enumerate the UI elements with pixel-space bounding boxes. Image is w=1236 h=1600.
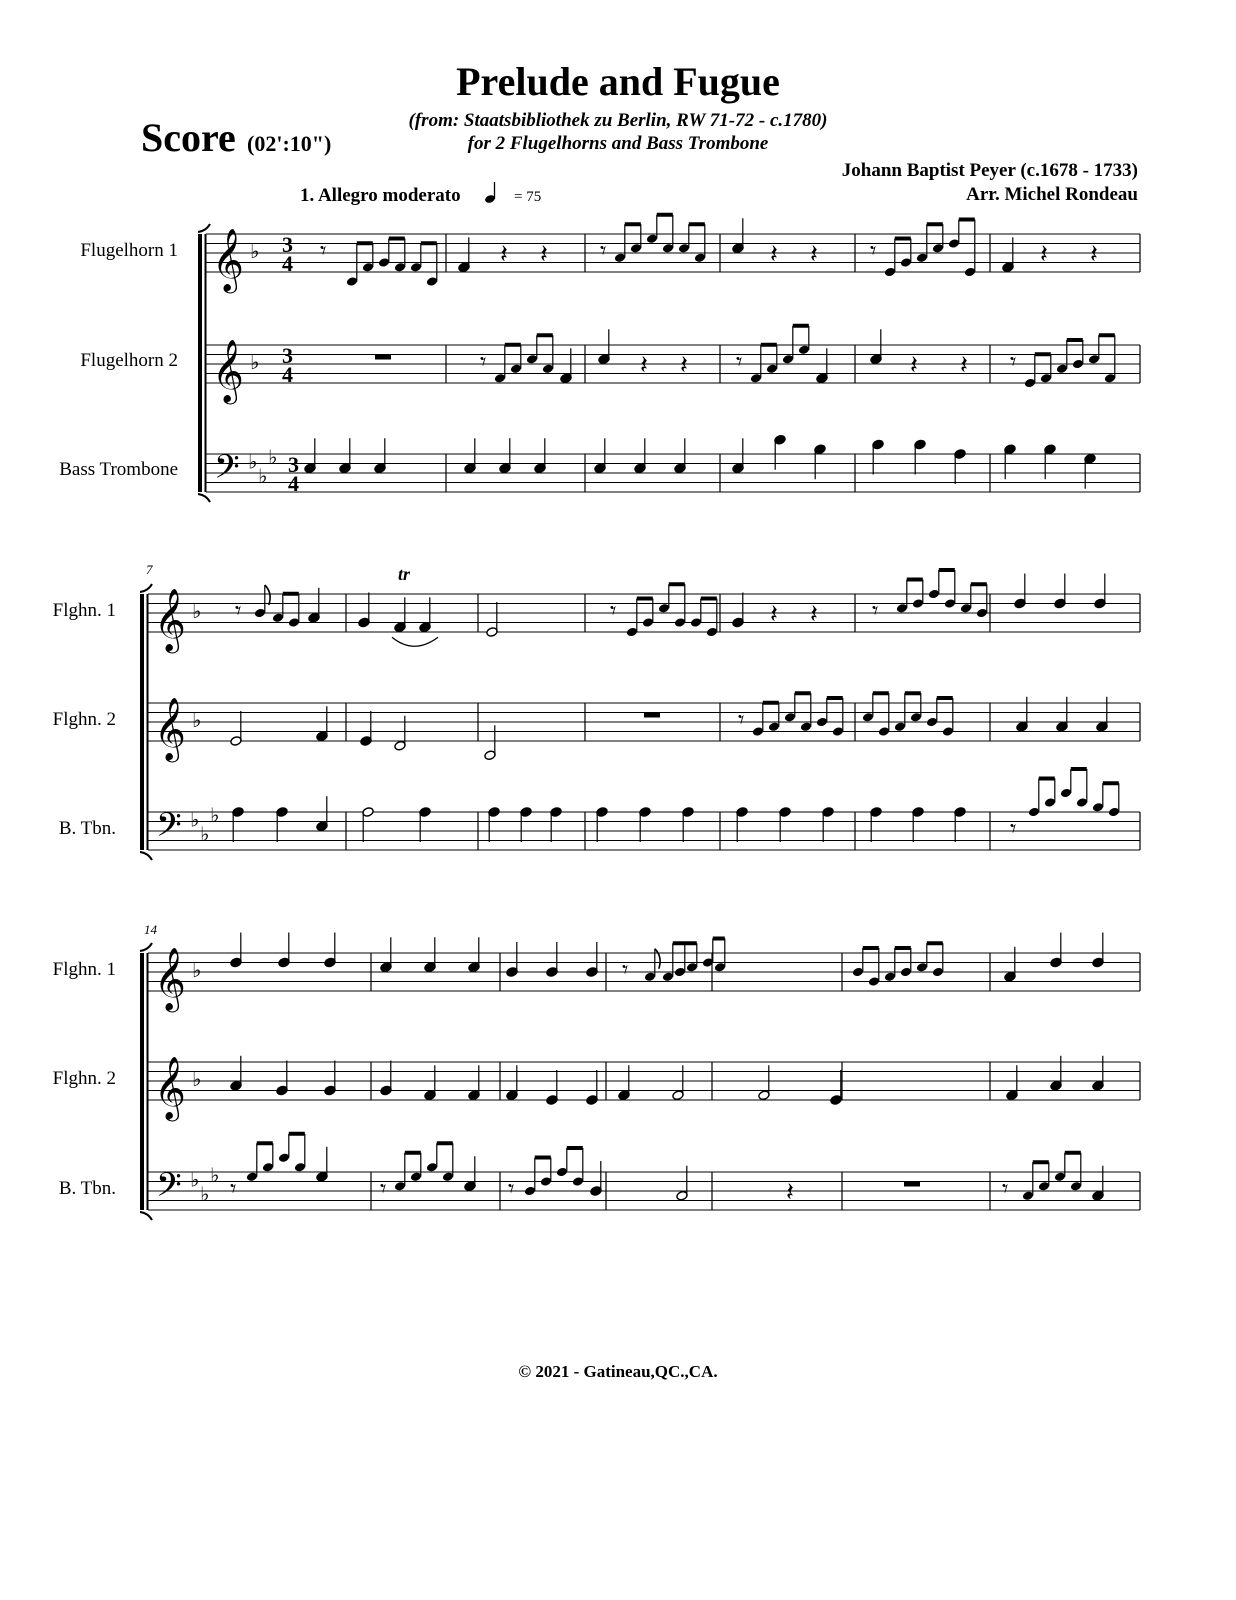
eighth-rest-icon: 𝄾 (870, 236, 877, 265)
part-label-flghn-2: Flghn. 2 (52, 1068, 116, 1089)
quarter-rest-icon: 𝄽 (540, 239, 548, 270)
treble-clef-icon: 𝄞 (212, 339, 244, 402)
flat-icon: ♭ (192, 958, 202, 982)
quarter-rest-icon: 𝄽 (910, 350, 918, 381)
flat-icon: ♭ (210, 1162, 220, 1187)
eighth-rest-icon: 𝄾 (508, 1174, 515, 1203)
time-signature-bottom: 4 (288, 471, 299, 496)
slur (392, 637, 438, 646)
note-layer (230, 182, 1120, 1208)
flat-icon: ♭ (200, 821, 210, 846)
eighth-rest-icon: 𝄾 (600, 236, 607, 265)
copyright-notice: © 2021 - Gatineau,QC.,CA. (518, 1362, 718, 1381)
eighth-rest-icon: 𝄾 (380, 1174, 387, 1203)
flat-icon: ♭ (192, 1067, 202, 1091)
duration-label: (02':10") (247, 131, 332, 156)
bass-clef-icon: 𝄢 (156, 1166, 182, 1213)
subtitle-source: (from: Staatsbibliothek zu Berlin, RW 71-72 - c.1780) (408, 110, 828, 131)
eighth-rest-icon: 𝄾 (1010, 347, 1017, 376)
treble-clef-icon: 𝄞 (154, 697, 186, 760)
time-signature-top: 3 (282, 232, 293, 257)
subtitle-instrumentation: for 2 Flugelhorns and Bass Trombone (467, 133, 769, 154)
bracket-hook (140, 584, 152, 592)
quarter-rest-icon: 𝄽 (680, 350, 688, 381)
treble-clef-icon: 𝄞 (154, 588, 186, 651)
eighth-rest-icon: 𝄾 (320, 236, 327, 265)
eighth-rest-icon: 𝄾 (480, 347, 487, 376)
quarter-rest-icon: 𝄽 (770, 599, 778, 630)
time-signature-bottom: 4 (282, 362, 293, 387)
quarter-rest-icon: 𝄽 (810, 239, 818, 270)
tempo-marking: 1. Allegro moderato (300, 185, 461, 206)
eighth-rest-icon: 𝄾 (738, 705, 745, 734)
measure-number: 14 (144, 922, 157, 937)
quarter-rest-icon: 𝄽 (640, 350, 648, 381)
quarter-rest-icon: 𝄽 (786, 1177, 794, 1208)
quarter-rest-icon: 𝄽 (1090, 239, 1098, 270)
metronome-value: = 75 (514, 189, 542, 205)
part-label-flghn-1: Flghn. 1 (52, 600, 116, 621)
flat-icon: ♭ (190, 807, 200, 832)
flat-icon: ♭ (192, 708, 202, 732)
part-label-flugelhorn-2: Flugelhorn 2 (80, 350, 178, 371)
part-label-bass-trombone: Bass Trombone (59, 459, 178, 480)
flat-icon: ♭ (250, 239, 260, 263)
part-label-flugelhorn-1: Flugelhorn 1 (80, 240, 178, 261)
part-label-flghn-1: Flghn. 1 (52, 959, 116, 980)
bracket-hook (140, 1212, 152, 1220)
eighth-rest-icon: 𝄾 (610, 596, 617, 625)
trill-ornament: tr (398, 564, 411, 584)
treble-clef-icon: 𝄞 (154, 1056, 186, 1119)
time-signature-top: 3 (288, 452, 299, 477)
treble-clef-icon: 𝄞 (212, 228, 244, 291)
quarter-rest-icon: 𝄽 (500, 239, 508, 270)
bracket-hook (140, 943, 152, 951)
time-signature-top: 3 (282, 343, 293, 368)
note-flag (265, 585, 270, 605)
eighth-rest-icon: 𝄾 (235, 596, 242, 625)
flat-icon: ♭ (200, 1181, 210, 1206)
flat-icon: ♭ (190, 1167, 200, 1192)
bracket-hook (198, 224, 210, 232)
whole-rest-icon (904, 1182, 920, 1187)
flat-icon: ♭ (250, 350, 260, 374)
eighth-rest-icon: 𝄾 (872, 596, 879, 625)
eighth-rest-icon: 𝄾 (1010, 814, 1017, 843)
quarter-rest-icon: 𝄽 (960, 350, 968, 381)
time-signature-bottom: 4 (282, 251, 293, 276)
arranger-credit: Arr. Michel Rondeau (966, 184, 1138, 205)
flat-icon: ♭ (268, 444, 278, 469)
note-flag (655, 949, 660, 969)
composer-credit: Johann Baptist Peyer (c.1678 - 1733) (841, 160, 1138, 181)
bracket-hook (198, 494, 210, 502)
part-label-b-tbn: B. Tbn. (58, 1178, 116, 1199)
score-label: Score (141, 115, 236, 160)
whole-rest-icon (375, 355, 391, 360)
whole-rest-icon (644, 713, 660, 718)
part-label-b-tbn: B. Tbn. (58, 818, 116, 839)
bass-clef-icon: 𝄢 (214, 448, 240, 495)
quarter-rest-icon: 𝄽 (810, 599, 818, 630)
eighth-rest-icon: 𝄾 (736, 347, 743, 376)
eighth-rest-icon: 𝄾 (1002, 1174, 1009, 1203)
eighth-rest-icon: 𝄾 (230, 1174, 237, 1203)
flat-icon: ♭ (258, 463, 268, 488)
quarter-rest-icon: 𝄽 (1040, 239, 1048, 270)
part-label-flghn-2: Flghn. 2 (52, 709, 116, 730)
flat-icon: ♭ (192, 599, 202, 623)
flat-icon: ♭ (248, 449, 258, 474)
bracket-hook (140, 852, 152, 860)
eighth-rest-icon: 𝄾 (622, 955, 629, 984)
measure-number: 7 (146, 562, 153, 577)
bass-clef-icon: 𝄢 (156, 806, 182, 853)
flat-icon: ♭ (210, 802, 220, 827)
score-title: Prelude and Fugue (456, 59, 780, 104)
treble-clef-icon: 𝄞 (154, 947, 186, 1010)
quarter-rest-icon: 𝄽 (770, 239, 778, 270)
